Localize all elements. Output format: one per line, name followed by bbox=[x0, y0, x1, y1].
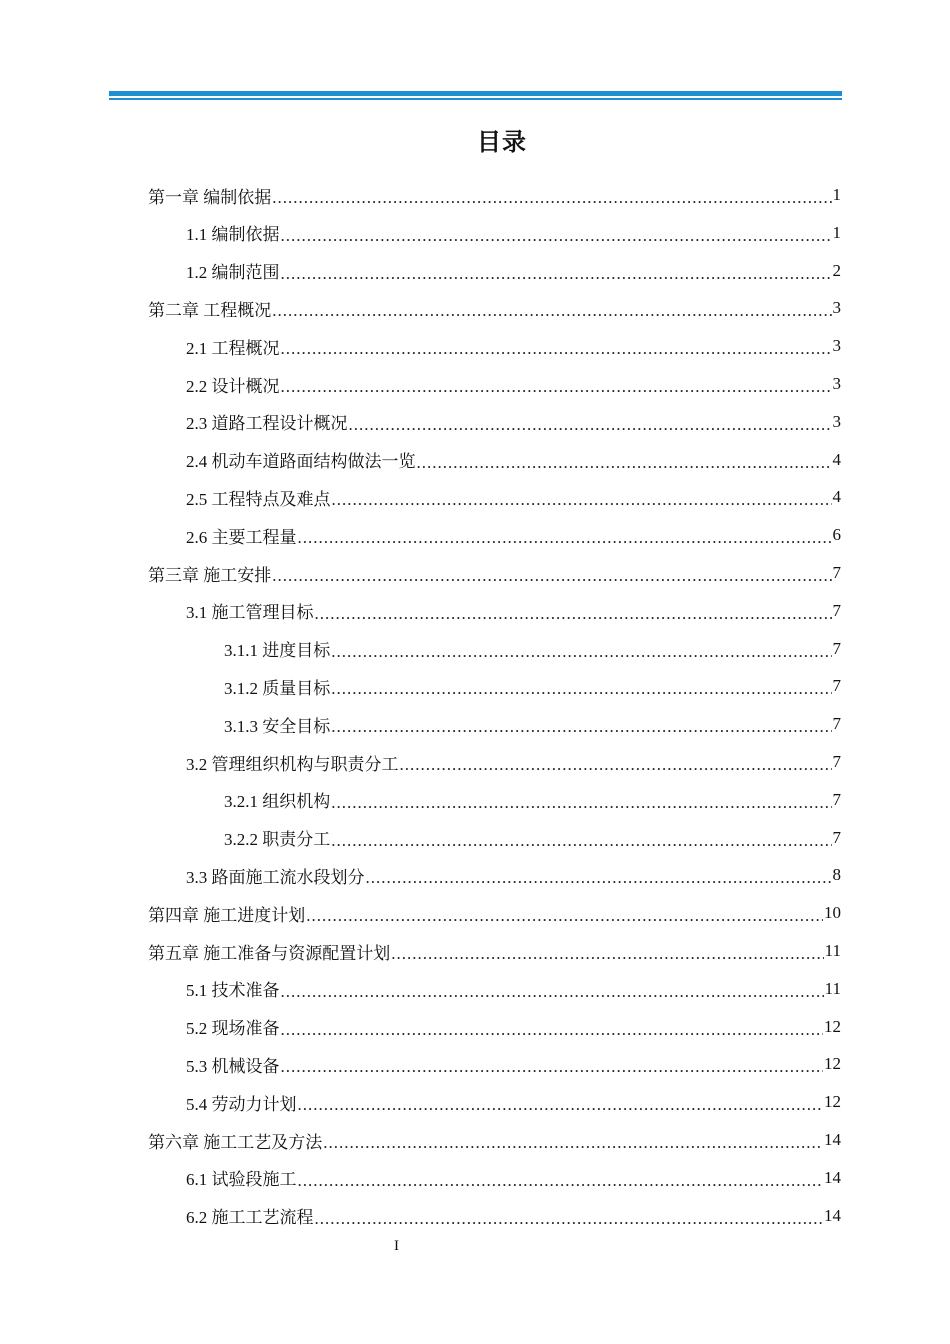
toc-entry[interactable] bbox=[186, 441, 841, 479]
toc-entry-page: 12 bbox=[824, 1054, 841, 1074]
toc-leader-dots bbox=[331, 793, 831, 813]
toc-leader-dots bbox=[281, 1020, 824, 1040]
toc-entry[interactable] bbox=[224, 705, 841, 743]
toc-leader-dots bbox=[331, 831, 831, 851]
toc-entry-label: 3.2.2 职责分工 bbox=[224, 830, 331, 850]
toc-leader-dots bbox=[272, 566, 831, 586]
toc-leader-dots bbox=[298, 1171, 824, 1191]
footer-page-number: I bbox=[394, 1238, 399, 1254]
toc-entry-label: 2.6 主要工程量 bbox=[186, 527, 297, 547]
toc-entry-page: 7 bbox=[832, 600, 841, 620]
toc-entry-page: 1 bbox=[832, 222, 841, 242]
toc-leader-dots bbox=[323, 1133, 823, 1153]
toc-leader-dots bbox=[417, 453, 832, 473]
toc-entry-label: 2.2 设计概况 bbox=[186, 376, 280, 396]
toc-entry-page: 14 bbox=[824, 1205, 841, 1225]
toc-leader-dots bbox=[315, 1209, 824, 1229]
toc-entry-label: 第五章 施工准备与资源配置计划 bbox=[148, 943, 391, 963]
toc-entry-page: 6 bbox=[832, 525, 841, 545]
toc-entry[interactable] bbox=[186, 1159, 841, 1197]
toc-entry-page: 7 bbox=[832, 638, 841, 658]
toc-entry-page: 3 bbox=[832, 298, 841, 318]
toc-entry-label: 第三章 施工安排 bbox=[148, 565, 272, 585]
toc-leader-dots bbox=[298, 1095, 824, 1115]
toc-entry[interactable] bbox=[148, 176, 841, 214]
toc-entry[interactable] bbox=[186, 403, 841, 441]
toc-entry[interactable] bbox=[224, 630, 841, 668]
toc-entry-label: 6.1 试验段施工 bbox=[186, 1170, 297, 1190]
toc-entry-page: 4 bbox=[832, 487, 841, 507]
toc-entry-page: 12 bbox=[824, 1092, 841, 1112]
toc-leader-dots bbox=[331, 679, 831, 699]
toc-entry-page: 3 bbox=[832, 411, 841, 431]
toc-leader-dots bbox=[281, 982, 824, 1002]
toc-title: 目录 bbox=[477, 128, 527, 156]
toc-entry-page: 7 bbox=[832, 563, 841, 582]
toc-entry-label: 1.1 编制依据 bbox=[186, 225, 280, 245]
toc-entry[interactable] bbox=[186, 1083, 841, 1121]
toc-entry-page: 7 bbox=[832, 789, 841, 809]
toc-entry-label: 3.1.1 进度目标 bbox=[224, 641, 331, 661]
toc-entry-page: 7 bbox=[832, 752, 841, 771]
toc-entry[interactable] bbox=[186, 1008, 841, 1046]
header-rule-thin bbox=[109, 98, 842, 100]
toc-entry[interactable] bbox=[186, 214, 841, 252]
toc-entry-page: 7 bbox=[832, 676, 841, 696]
toc-entry-label: 3.2 管理组织机构与职责分工 bbox=[186, 754, 399, 774]
toc-entry-label: 2.4 机动车道路面结构做法一览 bbox=[186, 452, 416, 472]
toc-entry-label: 3.1.2 质量目标 bbox=[224, 678, 331, 698]
toc-leader-dots bbox=[400, 755, 832, 775]
toc-entry[interactable] bbox=[186, 478, 841, 516]
toc-entry-label: 3.2.1 组织机构 bbox=[224, 792, 331, 812]
toc-leader-dots bbox=[281, 264, 832, 284]
toc-entry-label: 3.1 施工管理目标 bbox=[186, 603, 314, 623]
toc-entry-page: 1 bbox=[832, 185, 841, 204]
toc-leader-dots bbox=[349, 415, 832, 435]
toc-entry-label: 5.3 机械设备 bbox=[186, 1056, 280, 1076]
toc-entry-page: 8 bbox=[832, 865, 841, 885]
toc-entry-page: 10 bbox=[824, 903, 841, 923]
toc-leader-dots bbox=[281, 339, 832, 359]
toc-entry-label: 5.1 技术准备 bbox=[186, 981, 280, 1001]
toc-leader-dots bbox=[281, 226, 832, 246]
toc-leader-dots bbox=[331, 717, 831, 737]
toc-entry-label: 1.2 编制范围 bbox=[186, 263, 280, 283]
toc-entry[interactable] bbox=[186, 516, 841, 554]
toc-entry-label: 5.4 劳动力计划 bbox=[186, 1094, 297, 1114]
toc-entry[interactable] bbox=[186, 743, 841, 781]
toc-entry[interactable] bbox=[148, 932, 841, 970]
toc-entry[interactable] bbox=[186, 592, 841, 630]
toc-entry[interactable] bbox=[186, 1045, 841, 1083]
toc-entry-page: 7 bbox=[832, 827, 841, 847]
toc-entry[interactable] bbox=[186, 856, 841, 894]
toc-entry[interactable] bbox=[148, 554, 841, 592]
toc-entry-label: 第二章 工程概况 bbox=[148, 300, 272, 320]
toc-leader-dots bbox=[391, 944, 823, 964]
toc-entry-label: 第六章 施工工艺及方法 bbox=[148, 1132, 323, 1152]
toc-entry-label: 3.3 路面施工流水段划分 bbox=[186, 867, 365, 887]
toc-leader-dots bbox=[331, 642, 831, 662]
toc-entry-label: 6.2 施工工艺流程 bbox=[186, 1208, 314, 1228]
toc-entry-label: 2.1 工程概况 bbox=[186, 338, 280, 358]
toc-entry-label: 3.1.3 安全目标 bbox=[224, 716, 331, 736]
toc-entry[interactable] bbox=[148, 1121, 841, 1159]
toc-entry-label: 5.2 现场准备 bbox=[186, 1019, 280, 1039]
toc-entry[interactable] bbox=[186, 327, 841, 365]
toc-entry-page: 3 bbox=[832, 374, 841, 393]
toc-entry-page: 4 bbox=[832, 449, 841, 469]
toc-entry[interactable] bbox=[148, 894, 841, 932]
toc-entry-page: 2 bbox=[832, 260, 841, 280]
toc-leader-dots bbox=[315, 604, 832, 624]
toc-entry[interactable] bbox=[224, 667, 841, 705]
toc-leader-dots bbox=[281, 1057, 824, 1077]
toc-entry-page: 3 bbox=[832, 336, 841, 356]
toc-entry-page: 11 bbox=[824, 941, 841, 960]
toc-entry[interactable] bbox=[186, 365, 841, 403]
toc-entry-page: 14 bbox=[824, 1130, 841, 1149]
toc-entry-page: 14 bbox=[824, 1167, 841, 1187]
toc-leader-dots bbox=[366, 868, 832, 888]
toc-leader-dots bbox=[272, 188, 831, 208]
toc-entry[interactable] bbox=[186, 252, 841, 290]
toc-entry-label: 2.3 道路工程设计概况 bbox=[186, 414, 348, 434]
toc-leader-dots bbox=[281, 377, 832, 397]
toc-leader-dots bbox=[332, 490, 832, 510]
toc-entry-page: 7 bbox=[832, 714, 841, 734]
toc-leader-dots bbox=[272, 301, 831, 321]
toc-entry[interactable] bbox=[186, 970, 841, 1008]
header-rule-thick bbox=[109, 91, 842, 96]
toc-entry-label: 第一章 编制依据 bbox=[148, 187, 272, 207]
toc-entry[interactable] bbox=[186, 1197, 841, 1235]
toc-leader-dots bbox=[298, 528, 832, 548]
toc-entry-page: 11 bbox=[824, 978, 841, 998]
toc-entry[interactable] bbox=[224, 781, 841, 819]
toc-entry[interactable] bbox=[224, 819, 841, 857]
toc-entry-page: 12 bbox=[824, 1016, 841, 1036]
toc-entry-label: 2.5 工程特点及难点 bbox=[186, 489, 331, 509]
toc-leader-dots bbox=[306, 906, 823, 926]
toc-entry-label: 第四章 施工进度计划 bbox=[148, 905, 306, 925]
toc-entry[interactable] bbox=[148, 289, 841, 327]
